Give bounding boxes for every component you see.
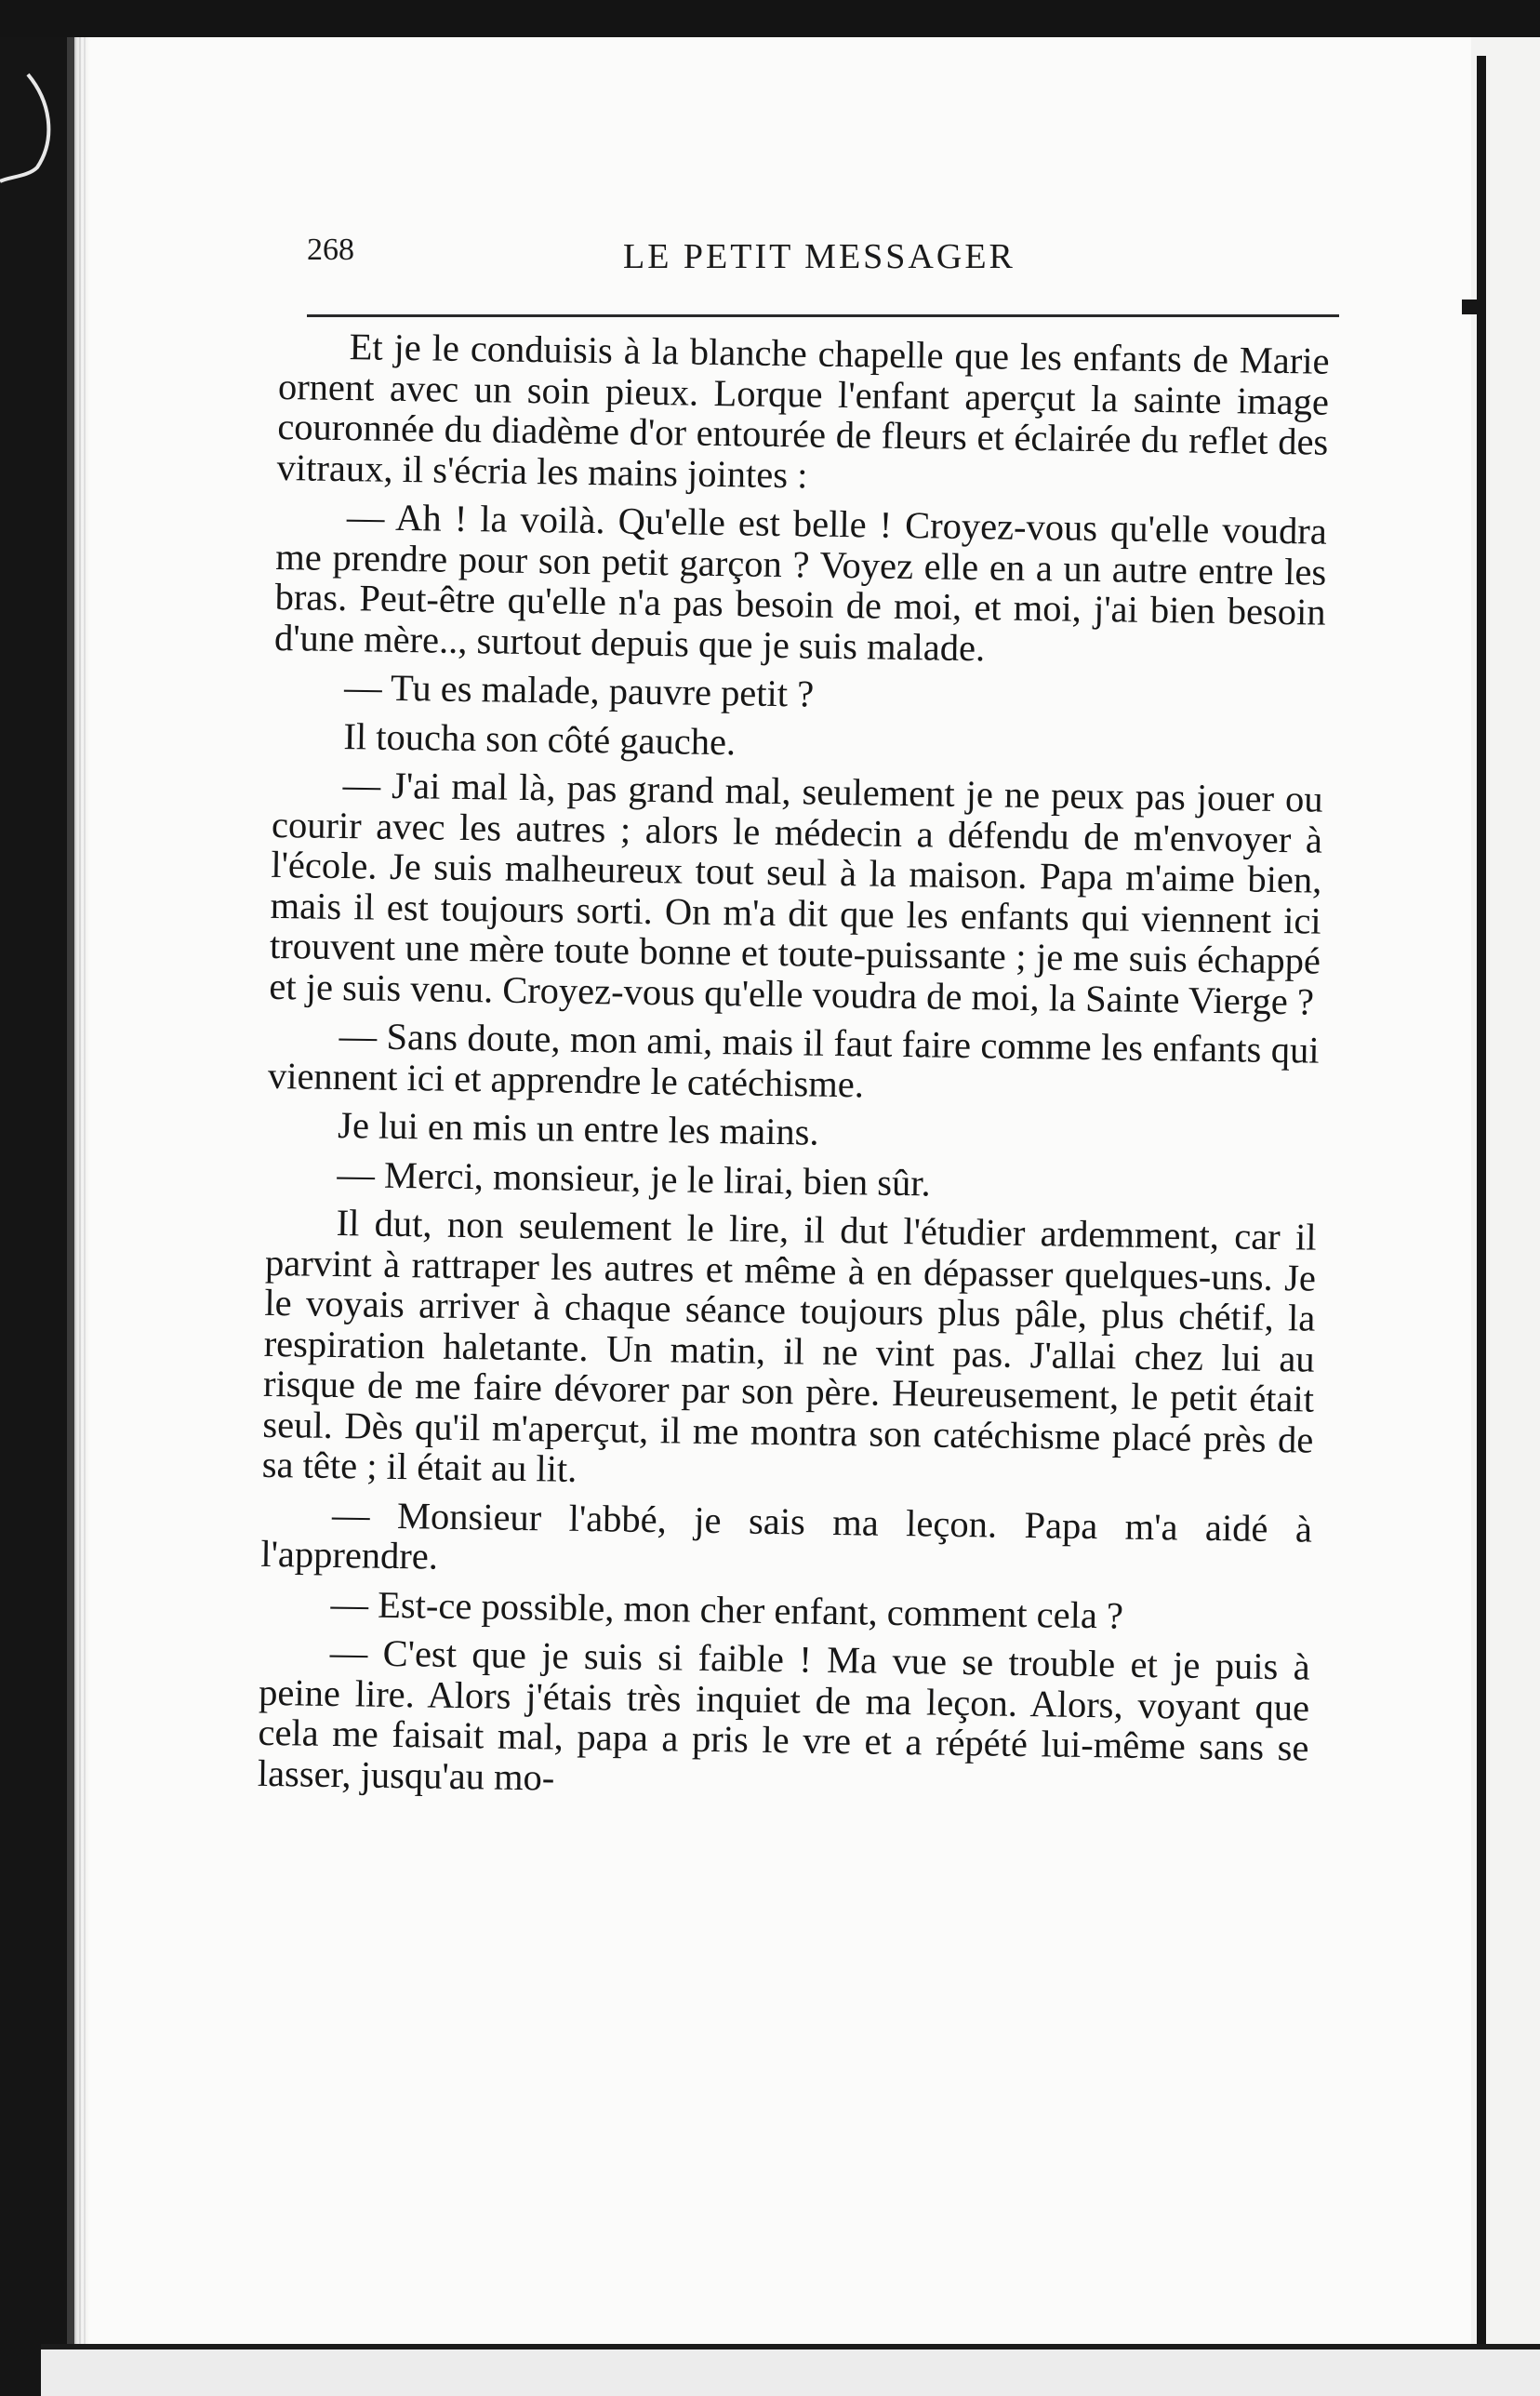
paragraph: Je lui en mis un entre les mains. [337,1104,819,1153]
paragraph: — Monsieur l'abbé, je sais ma leçon. Papa m'a aidé à l'apprendre. [260,1493,1313,1577]
paragraph: — Est-ce possible, mon cher enfant, comment cela ? [330,1582,1124,1637]
paragraph: Il dut, non seulement le lire, il dut l'étudier ardemment, car il parvint à rattraper les autres et même à en dépasser quelques-uns. Je le voyais arriver à chaque séance toujours plus pâle, plus chétif, la respiration haletante. Un matin, il ne vint pas. J'allai chez lui au risque de me faire dévorer par son père. Heureusement, le petit était seul. Dès qu'il m'aperçut, il me montra son catéchisme placé près de sa tête ; il était au lit. [261,1202,1317,1490]
paragraph: Et je le conduisis à la blanche chapelle que les enfants de Marie ornent avec un soin pieux. Lorque l'enfant aperçut la sainte image couronnée du diadème d'or entourée de fleurs et éclairée du reflet des vitraux, il s'écria les mains jointes : [276,326,1330,496]
paragraph: — Sans doute, mon ami, mais il faut faire comme les enfants qui viennent ici et apprendre le catéchisme. [267,1015,1320,1105]
paragraph: — Ah ! la voilà. Qu'elle est belle ! Croyez-vous qu'elle voudra me prendre pour son petit garçon ? Voyez elle en a un autre entre les bras. Peut-être qu'elle n'a pas besoin de moi, et moi, j'ai bien besoin d'une mère.., surtout depuis que je suis malade. [273,496,1328,669]
paragraph: Il toucha son côté gauche. [343,714,737,763]
page-header [307,233,1358,279]
paragraph: — C'est que je suis si faible ! Ma vue se trouble et je puis à peine lire. Alors j'étais très inquiet de ma leçon. Alors, voyant que cela me faisait mal, papa a pris le vre et a répété lui-même sans se lasser, jusqu'au mo- [257,1631,1311,1799]
rule-mark [1462,300,1484,314]
body-text [257,326,1329,1817]
paragraph: — Merci, monsieur, je le lirai, bien sûr. [337,1152,932,1204]
scan-top-border [0,0,1540,37]
page-number: 268 [307,233,354,267]
header-rule [307,314,1339,317]
page-gutter [74,37,86,2381]
scan-bottom-edge [41,2344,1540,2396]
facing-page-rule [1477,56,1486,2381]
paragraph: — J'ai mal là, pas grand mal, seulement je ne peux pas jouer ou courir avec les autres ; alors le médecin a défendu de m'envoyer à l'école. Je suis malheureux tout seul à la maison. Papa m'aime bien, mais il est toujours sorti. On m'a dit que les enfants qui viennent ici trouvent une mère toute bonne et toute-puissante ; je me suis échappé et je suis venu. Croyez-vous qu'elle voudra de moi, la Sainte Vierge ? [269,764,1323,1023]
page-edge-curl [0,65,65,186]
running-title: LE PETIT MESSAGER [623,237,1016,276]
paragraph: — Tu es malade, pauvre petit ? [343,666,815,715]
